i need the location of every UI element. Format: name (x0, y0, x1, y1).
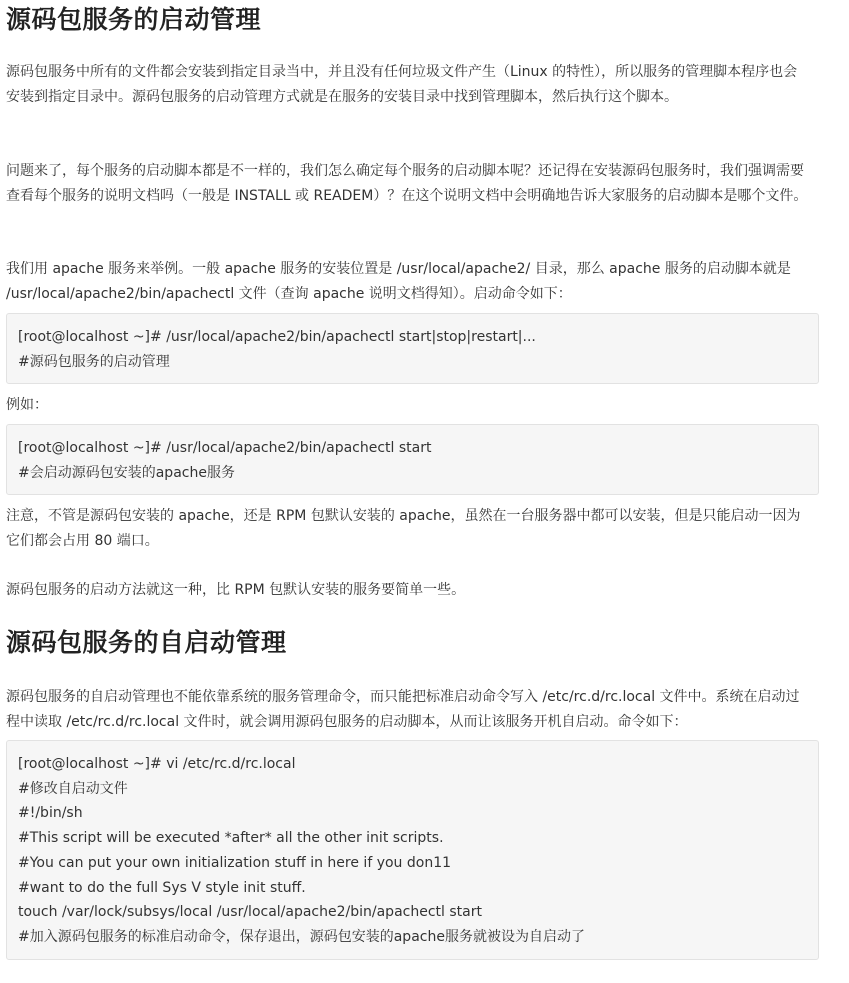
code-line: [root@localhost ~]# vi /etc/rc.d/rc.local (18, 756, 296, 772)
code-line: #会启动源码包安装的apache服务 (18, 464, 235, 481)
code-line: [root@localhost ~]# /usr/local/apache2/bin/apachectl start|stop|restart|... (18, 329, 536, 345)
code-block-start-example (6, 424, 819, 495)
code-line: #want to do the full Sys V style init stuff. (18, 879, 306, 896)
code-block-startup-command (6, 313, 819, 384)
code-block-rc-local (6, 740, 819, 960)
code-line: #This script will be executed *after* all the other init scripts. (18, 830, 444, 847)
example-label: 例如： (6, 397, 48, 413)
code-line: #加入源码包服务的标准启动命令，保存退出，源码包安装的apache服务就被设为自启动了 (18, 928, 585, 945)
paragraph-summary: 源码包服务的启动方法就这一种，比 RPM 包默认安装的服务要简单一些。 (6, 582, 466, 598)
code-line: #修改自启动文件 (18, 780, 128, 797)
paragraph-note-port: 注意，不管是源码包安装的 apache，还是 RPM 包默认安装的 apache，虽然在一台服务器中都可以安装，但是只能启动一因为它们都会占用 80 端口。 (6, 508, 801, 549)
paragraph-apache-example: 我们用 apache 服务来举例。一般 apache 服务的安装位置是 /usr/local/apache2/ 目录，那么 apache 服务的启动脚本就是 /usr/local/apache2/bin/apachectl 文件（查询 apache 说明文档得知）。启动命令如下： (6, 261, 791, 302)
code-line: #!/bin/sh (18, 805, 83, 822)
paragraph-intro: 源码包服务中所有的文件都会安装到指定目录当中，并且没有任何垃圾文件产生（Linux 的特性），所以服务的管理脚本程序也会安装到指定目录中。源码包服务的启动管理方式就是在服务的安装目录中找到管理脚本，然后执行这个脚本。 (6, 64, 798, 105)
code-line: [root@localhost ~]# /usr/local/apache2/bin/apachectl start (18, 440, 432, 456)
paragraph-autostart: 源码包服务的自启动管理也不能依靠系统的服务管理命令，而只能把标准启动命令写入 /etc/rc.d/rc.local 文件中。系统在启动过程中读取 /etc/rc.d/rc.local 文件时，就会调用源码包服务的启动脚本，从而让该服务开机自启动。命令如下： (6, 689, 800, 730)
section-heading-autostart: 源码包服务的自启动管理 (6, 628, 287, 657)
paragraph-question: 问题来了，每个服务的启动脚本都是不一样的，我们怎么确定每个服务的启动脚本呢？还记得在安装源码包服务时，我们强调需要查看每个服务的说明文档吗（一般是 INSTALL 或 READEM）？在这个说明文档中会明确地告诉大家服务的启动脚本是哪个文件。 (6, 163, 808, 204)
code-line: touch /var/lock/subsys/local /usr/local/apache2/bin/apachectl start (18, 904, 482, 921)
code-line: #You can put your own initialization stuff in here if you don11 (18, 854, 452, 871)
code-line: #源码包服务的启动管理 (18, 353, 170, 370)
section-heading-startup: 源码包服务的启动管理 (6, 5, 262, 34)
